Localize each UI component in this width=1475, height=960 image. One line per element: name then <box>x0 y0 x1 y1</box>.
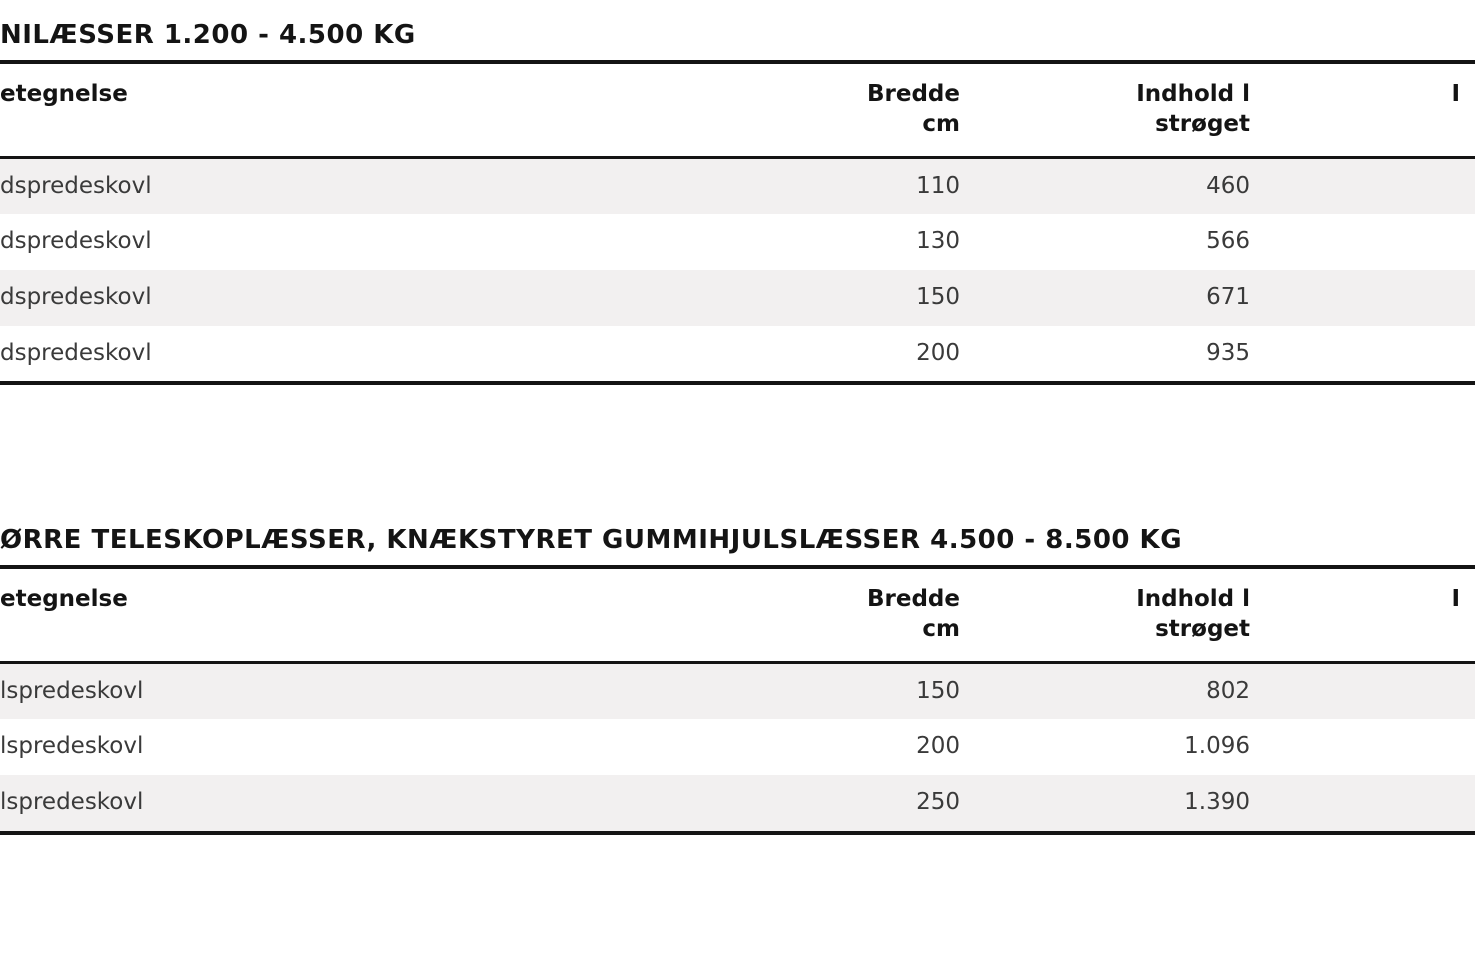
header-row <box>0 567 1475 662</box>
cell-width: 200 <box>740 326 960 384</box>
cell-width: 250 <box>740 775 960 833</box>
cell-name: dspredeskovl <box>0 326 740 384</box>
cell-width: 130 <box>740 214 960 270</box>
cell-extra <box>1250 775 1475 833</box>
column-header-volume <box>960 567 1250 662</box>
cell-width: 200 <box>740 719 960 775</box>
column-header-name-label: etegnelse <box>0 586 128 612</box>
table-body <box>0 157 1475 383</box>
spec-section-minilaesser <box>0 20 1460 385</box>
cell-width: 150 <box>740 270 960 326</box>
cell-name: lspredeskovl <box>0 662 740 719</box>
column-header-width <box>740 62 960 157</box>
column-header-width-unit: cm <box>922 110 960 137</box>
column-header-volume-label: Indhold l <box>1136 81 1250 107</box>
column-header-name <box>0 567 740 662</box>
cell-extra <box>1250 662 1475 719</box>
table-header <box>0 567 1475 662</box>
column-header-width-unit: cm <box>922 615 960 642</box>
cell-volume: 566 <box>960 214 1250 270</box>
cell-volume: 671 <box>960 270 1250 326</box>
table-row <box>0 270 1475 326</box>
column-header-volume <box>960 62 1250 157</box>
section-title: NILÆSSER 1.200 - 4.500 KG <box>0 20 416 50</box>
cell-name: dspredeskovl <box>0 214 740 270</box>
table-row <box>0 662 1475 719</box>
table-body <box>0 662 1475 832</box>
column-header-extra-label: I <box>1451 586 1460 612</box>
cell-volume: 802 <box>960 662 1250 719</box>
spec-section-teleskoplaesser <box>0 525 1460 835</box>
table-row <box>0 326 1475 384</box>
cell-extra <box>1250 214 1475 270</box>
column-header-volume-unit: strøget <box>1155 110 1250 137</box>
cell-name: lspredeskovl <box>0 775 740 833</box>
spec-table <box>0 60 1475 385</box>
column-header-width-label: Bredde <box>867 81 960 107</box>
cell-name: dspredeskovl <box>0 270 740 326</box>
cell-volume: 1.096 <box>960 719 1250 775</box>
cell-volume: 460 <box>960 157 1250 214</box>
cell-volume: 935 <box>960 326 1250 384</box>
cell-volume: 1.390 <box>960 775 1250 833</box>
cell-extra <box>1250 719 1475 775</box>
section-title: ØRRE TELESKOPLÆSSER, KNÆKSTYRET GUMMIHJULSLÆSSER 4.500 - 8.500 KG <box>0 525 1183 555</box>
column-header-width <box>740 567 960 662</box>
cell-extra <box>1250 270 1475 326</box>
column-header-extra <box>1250 567 1475 662</box>
cell-name: dspredeskovl <box>0 157 740 214</box>
table-header <box>0 62 1475 157</box>
column-header-volume-label: Indhold l <box>1136 586 1250 612</box>
header-row <box>0 62 1475 157</box>
cell-extra <box>1250 326 1475 384</box>
table-row <box>0 157 1475 214</box>
table-row <box>0 719 1475 775</box>
spec-table <box>0 565 1475 835</box>
cell-width: 110 <box>740 157 960 214</box>
column-header-volume-unit: strøget <box>1155 615 1250 642</box>
column-header-extra-label: I <box>1451 81 1460 107</box>
cell-width: 150 <box>740 662 960 719</box>
table-row <box>0 214 1475 270</box>
column-header-name <box>0 62 740 157</box>
cell-name: lspredeskovl <box>0 719 740 775</box>
column-header-extra <box>1250 62 1475 157</box>
cell-extra <box>1250 157 1475 214</box>
column-header-name-label: etegnelse <box>0 81 128 107</box>
table-row <box>0 775 1475 833</box>
column-header-width-label: Bredde <box>867 586 960 612</box>
